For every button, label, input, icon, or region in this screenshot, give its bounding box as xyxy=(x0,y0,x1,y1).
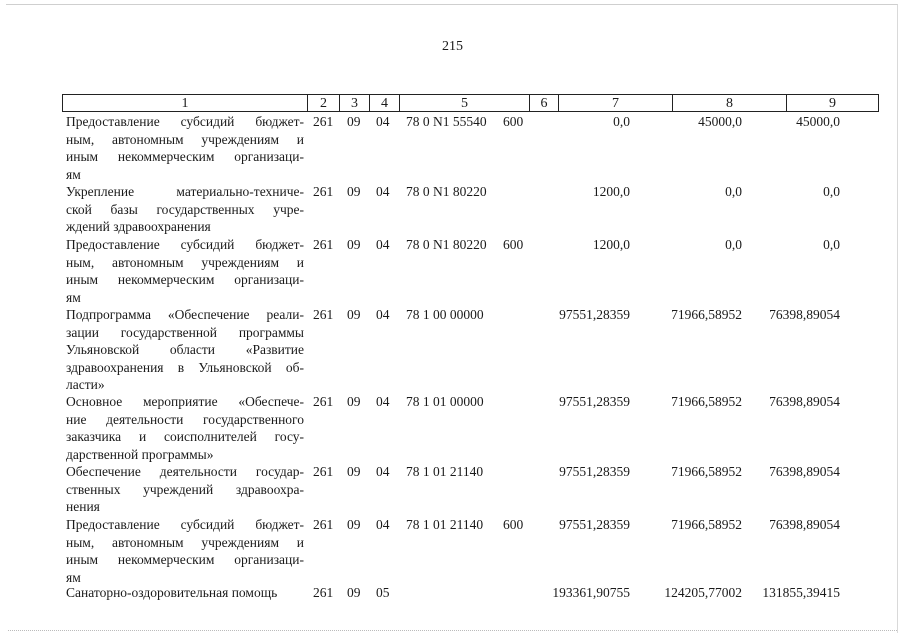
col-5-value: 78 0 N1 80220 xyxy=(406,237,487,252)
col-8-value: 71966,58952 xyxy=(671,517,742,532)
row-name-line: иным некоммерческим организаци- xyxy=(66,149,304,164)
col-6-value: 600 xyxy=(503,517,524,532)
row-name-line: Предоставление субсидий бюджет- xyxy=(66,237,304,252)
page-number: 215 xyxy=(442,39,463,54)
col-4-value: 04 xyxy=(376,394,390,409)
row-name xyxy=(66,236,304,306)
header-col-1: 1 xyxy=(63,95,308,111)
col-8-value: 124205,77002 xyxy=(664,585,742,600)
row-name-line: Укрепление материально-техниче- xyxy=(66,184,304,199)
col-5-value: 78 1 01 00000 xyxy=(406,394,484,409)
row-name-line: ям xyxy=(66,289,81,305)
header-col-3: 3 xyxy=(340,95,370,111)
col-2-value: 261 xyxy=(313,114,334,129)
col-8-value: 0,0 xyxy=(725,184,742,199)
col-3-value: 09 xyxy=(347,184,361,199)
col-7-value: 1200,0 xyxy=(592,237,630,252)
row-name-line: ской базы государственных учре- xyxy=(66,201,304,217)
header-col-8: 8 xyxy=(673,95,787,111)
col-2-value: 261 xyxy=(313,307,334,322)
col-2-value: 261 xyxy=(313,464,334,479)
col-6-value: 600 xyxy=(503,114,524,129)
row-name-line: Подпрограмма «Обеспечение реали- xyxy=(66,307,304,322)
col-4-value: 04 xyxy=(376,114,390,129)
col-3-value: 09 xyxy=(347,517,361,532)
row-name xyxy=(66,113,304,183)
col-5-value: 78 0 N1 55540 xyxy=(406,114,487,129)
col-7-value: 97551,28359 xyxy=(559,307,630,322)
col-9-value: 0,0 xyxy=(823,237,840,252)
header-col-2: 2 xyxy=(308,95,340,111)
header-col-6: 6 xyxy=(530,95,559,111)
row-name xyxy=(66,183,304,236)
col-7-value: 97551,28359 xyxy=(559,394,630,409)
row-name-line: ждений здравоохранения xyxy=(66,219,211,234)
row-name xyxy=(66,584,304,602)
col-6-value: 600 xyxy=(503,237,524,252)
col-4-value: 04 xyxy=(376,237,390,252)
col-8-value: 71966,58952 xyxy=(671,464,742,479)
col-9-value: 0,0 xyxy=(823,184,840,199)
row-name-line: здравоохранения в Ульяновской об- xyxy=(66,359,304,375)
row-name-line: ным, автономным учреждениям и xyxy=(66,131,304,147)
header-col-9: 9 xyxy=(829,96,836,111)
header-col-7: 7 xyxy=(559,95,673,111)
col-3-value: 09 xyxy=(347,114,361,129)
col-9-value: 76398,89054 xyxy=(769,394,840,409)
table-header xyxy=(62,94,879,112)
col-8-value: 0,0 xyxy=(725,237,742,252)
col-7-value: 0,0 xyxy=(613,114,630,129)
col-8-value: 71966,58952 xyxy=(671,307,742,322)
col-7-value: 193361,90755 xyxy=(552,585,630,600)
row-name-line: заказчика и соисполнителей госу- xyxy=(66,429,304,444)
col-2-value: 261 xyxy=(313,394,334,409)
row-name-line: иным некоммерческим организаци- xyxy=(66,552,304,567)
col-3-value: 09 xyxy=(347,237,361,252)
row-name-line: иным некоммерческим организаци- xyxy=(66,272,304,287)
row-name-line: Предоставление субсидий бюджет- xyxy=(66,114,304,129)
row-name-line: дарственной программы» xyxy=(66,446,214,462)
row-name-line: нения xyxy=(66,499,100,514)
col-7-value: 97551,28359 xyxy=(559,464,630,479)
col-3-value: 09 xyxy=(347,585,361,600)
col-2-value: 261 xyxy=(313,184,334,199)
col-7-value: 97551,28359 xyxy=(559,517,630,532)
col-5-value: 78 1 01 21140 xyxy=(406,464,484,479)
col-8-value: 45000,0 xyxy=(698,114,742,129)
row-name xyxy=(66,393,304,463)
row-name-line: ям xyxy=(66,166,81,182)
col-9-value: 45000,0 xyxy=(796,114,840,129)
row-name-line: Основное мероприятие «Обеспече- xyxy=(66,394,304,409)
col-2-value: 261 xyxy=(313,237,334,252)
col-4-value: 04 xyxy=(376,517,390,532)
row-name-line: ным, автономным учреждениям и xyxy=(66,534,304,550)
col-4-value: 04 xyxy=(376,307,390,322)
row-name xyxy=(66,463,304,516)
row-name-line: ственных учреждений здравоохра- xyxy=(66,481,304,497)
row-name-line: ным, автономным учреждениям и xyxy=(66,254,304,270)
col-9-value: 131855,39415 xyxy=(762,585,840,600)
col-7-value: 1200,0 xyxy=(592,184,630,199)
col-5-value: 78 1 00 00000 xyxy=(406,307,484,322)
col-4-value: 04 xyxy=(376,464,390,479)
row-name xyxy=(66,516,304,586)
col-5-value: 78 1 01 21140 xyxy=(406,517,484,532)
row-name-line: Предоставление субсидий бюджет- xyxy=(66,517,304,532)
col-3-value: 09 xyxy=(347,464,361,479)
row-name-line: ние деятельности государственного xyxy=(66,411,304,427)
row-name xyxy=(66,306,304,394)
header-col-5: 5 xyxy=(400,95,530,111)
col-4-value: 04 xyxy=(376,184,390,199)
col-9-value: 76398,89054 xyxy=(769,517,840,532)
col-4-value: 05 xyxy=(376,585,390,600)
col-9-value: 76398,89054 xyxy=(769,464,840,479)
scan-edge xyxy=(8,630,897,633)
row-name-line: ласти» xyxy=(66,377,105,392)
row-name-line: Санаторно-оздоровительная помощь xyxy=(66,585,278,600)
col-2-value: 261 xyxy=(313,517,334,532)
row-name-line: зации государственной программы xyxy=(66,324,304,340)
header-col-4: 4 xyxy=(370,95,400,111)
col-8-value: 71966,58952 xyxy=(671,394,742,409)
col-3-value: 09 xyxy=(347,307,361,322)
row-name-line: ям xyxy=(66,569,81,585)
col-3-value: 09 xyxy=(347,394,361,409)
col-2-value: 261 xyxy=(313,585,334,600)
col-9-value: 76398,89054 xyxy=(769,307,840,322)
row-name-line: Ульяновской области «Развитие xyxy=(66,342,304,357)
row-name-line: Обеспечение деятельности государ- xyxy=(66,464,304,479)
col-5-value: 78 0 N1 80220 xyxy=(406,184,487,199)
